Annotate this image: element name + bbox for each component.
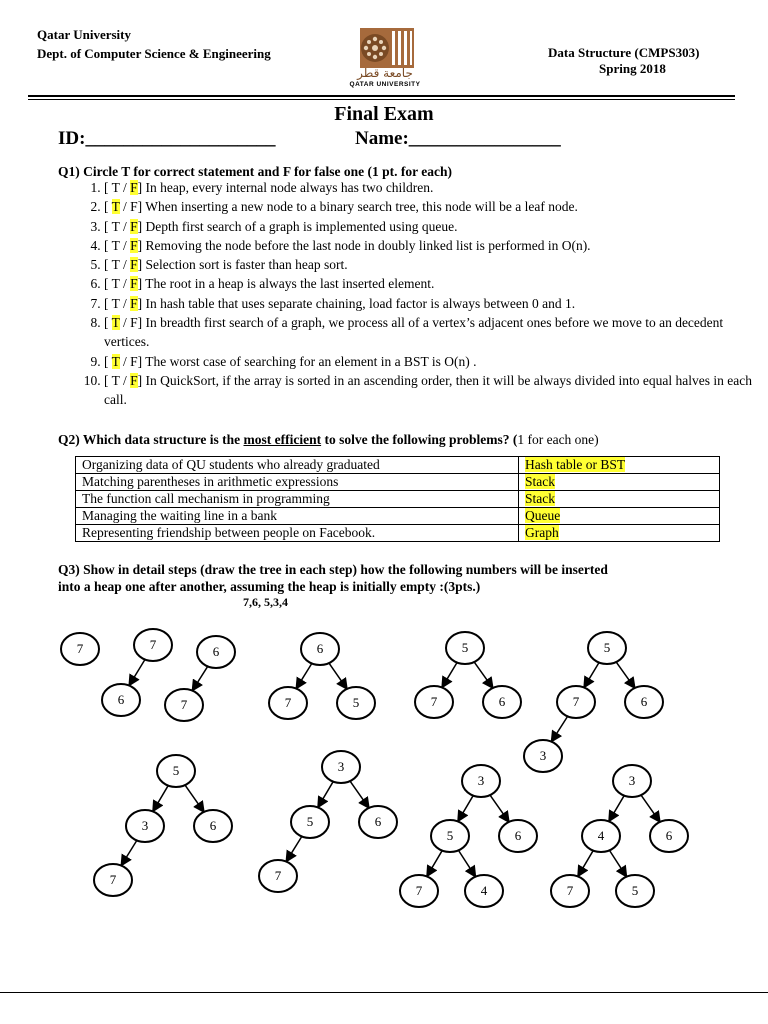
answer-mark[interactable]: F — [130, 372, 138, 388]
header-rule-thin — [28, 99, 735, 100]
heap-node-label: 6 — [117, 692, 125, 707]
heap-step-7 — [94, 755, 232, 896]
heap-node-label: 7 — [284, 695, 292, 710]
heap-node-label: 7 — [566, 883, 574, 898]
heap-node — [157, 755, 195, 787]
table-row — [76, 525, 720, 542]
heap-node — [165, 689, 203, 721]
q1-item: 3. [ T / F] Depth first search of a graph is implemented using queue. — [104, 217, 764, 236]
tree-edge-arrow — [286, 836, 302, 862]
q1-item: 10. [ T / F] In QuickSort, if the array is sorted in an ascending order, then it will be always divided into equal halves in each call. — [104, 371, 764, 410]
heap-node-label: 7 — [76, 641, 84, 656]
heap-node-label: 3 — [539, 748, 547, 763]
answer-cell[interactable]: Stack — [519, 474, 720, 491]
tree-edge-arrow — [474, 661, 493, 688]
heap-node-label: 7 — [415, 883, 423, 898]
heap-node — [499, 820, 537, 852]
heap-node-label: 5 — [352, 695, 360, 710]
heap-node-label: 7 — [180, 697, 188, 712]
tree-edge-arrow — [296, 663, 312, 689]
heap-node — [431, 820, 469, 852]
heap-node-label: 4 — [597, 828, 605, 843]
department-name: Dept. of Computer Science & Engineering — [37, 46, 271, 61]
logo-english-text: QATAR UNIVERSITY — [349, 81, 421, 88]
answer-cell[interactable]: Stack — [519, 491, 720, 508]
answer-mark[interactable]: F — [130, 257, 138, 273]
q3-title: Q3) Show in detail steps (draw the tree in each step) how the following numbers will be inserted — [58, 562, 608, 577]
heap-node — [337, 687, 375, 719]
problem-cell: Managing the waiting line in a bank — [76, 508, 519, 525]
heap-node — [194, 810, 232, 842]
tree-edge-arrow — [458, 795, 474, 821]
table-row — [76, 508, 720, 525]
answer-mark[interactable]: T — [111, 353, 120, 369]
heap-node-label: 5 — [461, 640, 469, 655]
heap-node-label: 6 — [316, 641, 324, 656]
heap-trees-drawing — [0, 605, 768, 925]
heap-node — [400, 875, 438, 907]
tree-edge-arrow — [192, 666, 208, 691]
tree-edge-arrow — [616, 661, 635, 688]
heap-node — [557, 686, 595, 718]
heap-node — [102, 684, 140, 716]
heap-node — [259, 860, 297, 892]
tree-edge-arrow — [318, 781, 334, 807]
tree-edge-arrow — [328, 662, 347, 689]
heap-step-6 — [524, 632, 663, 772]
heap-step-10 — [551, 765, 688, 907]
tree-edge-arrow — [442, 662, 457, 688]
tree-edge-arrow — [609, 850, 627, 877]
heap-step-9 — [400, 765, 537, 907]
answer-mark[interactable]: F — [130, 237, 138, 253]
heap-node — [126, 810, 164, 842]
q1-item: 4. [ T / F] Removing the node before the last node in doubly linked list is performed in O(n). — [104, 236, 764, 255]
answer-cell[interactable]: Hash table or BST — [519, 457, 720, 474]
tree-edge-arrow — [458, 850, 476, 877]
table-row — [76, 474, 720, 491]
logo-arabic-text: جامعة قطر — [357, 66, 413, 80]
heap-node-label: 5 — [306, 814, 314, 829]
tree-edge-arrow — [609, 795, 625, 821]
heap-node — [625, 686, 663, 718]
q1-list — [56, 178, 764, 410]
tree-edge-arrow — [349, 780, 369, 808]
heap-node-label: 6 — [640, 694, 648, 709]
tree-edge-arrow — [489, 794, 509, 822]
q3-title-line2: into a heap one after another, assuming the heap is initially empty :(3pts.) — [58, 579, 481, 594]
tree-edge-arrow — [184, 784, 204, 812]
heap-node — [616, 875, 654, 907]
header-rule-thick — [28, 95, 735, 97]
heap-node — [359, 806, 397, 838]
answer-mark[interactable]: F — [130, 295, 138, 311]
answer-cell[interactable]: Graph — [519, 525, 720, 542]
heap-node-label: 6 — [209, 818, 217, 833]
heap-node-label: 7 — [274, 868, 282, 883]
heap-node-label: 6 — [374, 814, 382, 829]
heap-node — [446, 632, 484, 664]
problem-cell: Organizing data of QU students who already graduated — [76, 457, 519, 474]
course-name: Data Structure (CMPS303) — [548, 45, 700, 60]
heap-step-2 — [102, 629, 172, 716]
answer-mark[interactable]: T — [111, 315, 120, 331]
q2-table — [75, 456, 720, 542]
heap-node — [415, 686, 453, 718]
heap-node-label: 5 — [631, 883, 639, 898]
tree-edge-arrow — [427, 850, 443, 876]
q1-item: 1. [ T / F] In heap, every internal node always has two children. — [104, 178, 764, 197]
problem-cell: The function call mechanism in programming — [76, 491, 519, 508]
heap-node-label: 3 — [477, 773, 485, 788]
heap-node — [613, 765, 651, 797]
tree-edge-arrow — [129, 659, 145, 686]
table-row — [76, 491, 720, 508]
heap-node — [462, 765, 500, 797]
q3-numbers: 7,6, 5,3,4 — [243, 595, 288, 609]
tree-edge-arrow — [551, 716, 568, 742]
heap-step-1 — [61, 633, 99, 665]
heap-node — [269, 687, 307, 719]
footer-rule — [0, 992, 768, 993]
heap-node — [94, 864, 132, 896]
heap-node-label: 4 — [480, 883, 488, 898]
heap-node-label: 7 — [109, 872, 117, 887]
answer-mark[interactable]: F — [130, 180, 138, 195]
tree-edge-arrow — [121, 840, 137, 866]
problem-cell: Matching parentheses in arithmetic expressions — [76, 474, 519, 491]
heap-node-label: 7 — [572, 694, 580, 709]
heap-node — [650, 820, 688, 852]
heap-step-3 — [165, 636, 235, 721]
heap-node — [301, 633, 339, 665]
heap-node — [483, 686, 521, 718]
heap-node — [61, 633, 99, 665]
heap-node — [588, 632, 626, 664]
heap-node — [291, 806, 329, 838]
tree-edge-arrow — [640, 794, 660, 822]
q1-item: 9. [ T / F] The worst case of searching for an element in a BST is O(n) . — [104, 352, 764, 371]
heap-step-4 — [269, 633, 375, 719]
heap-node — [524, 740, 562, 772]
heap-node-label: 7 — [430, 694, 438, 709]
heap-node-label: 6 — [498, 694, 506, 709]
term: Spring 2018 — [599, 61, 666, 76]
heap-node-label: 3 — [141, 818, 149, 833]
heap-node — [551, 875, 589, 907]
heap-node-label: 7 — [149, 637, 157, 652]
q1-title: Q1) Circle T for correct statement and F for false one (1 pt. for each) — [58, 164, 453, 179]
q1-item: 7. [ T / F] In hash table that uses separate chaining, load factor is always between 0 and 1. — [104, 294, 764, 313]
heap-node — [197, 636, 235, 668]
q1-item: 2. [ T / F] When inserting a new node to a binary search tree, this node will be a leaf node. — [104, 197, 764, 216]
heap-node-label: 6 — [514, 828, 522, 843]
tree-edge-arrow — [578, 850, 594, 876]
q2-title: Q2) Which data structure is the most efficient to solve the following problems? (1 for each one) — [58, 432, 599, 447]
problem-cell: Representing friendship between people on Facebook. — [76, 525, 519, 542]
id-field[interactable]: ID:____________________ — [58, 128, 276, 149]
heap-node — [134, 629, 172, 661]
exam-title: Final Exam — [334, 103, 434, 125]
heap-node-label: 6 — [665, 828, 673, 843]
heap-node-label: 3 — [337, 759, 345, 774]
answer-cell[interactable]: Queue — [519, 508, 720, 525]
q1-item: 5. [ T / F] Selection sort is faster than heap sort. — [104, 255, 764, 274]
heap-node-label: 5 — [446, 828, 454, 843]
heap-node — [322, 751, 360, 783]
answer-mark[interactable]: F — [130, 218, 138, 234]
name-field[interactable]: Name:________________ — [355, 128, 561, 149]
answer-mark[interactable]: T — [111, 199, 120, 215]
q1-item: 8. [ T / F] In breadth first search of a graph, we process all of a vertex’s adjacent ones before we move to an decedent vertices. — [104, 313, 764, 352]
university-name: Qatar University — [37, 27, 131, 42]
tree-edge-arrow — [584, 662, 599, 688]
heap-node-label: 6 — [212, 644, 220, 659]
qatar-university-logo — [340, 26, 430, 92]
heap-node — [582, 820, 620, 852]
tree-edge-arrow — [153, 785, 169, 811]
q1-item: 6. [ T / F] The root in a heap is always the last inserted element. — [104, 274, 764, 293]
heap-node-label: 5 — [172, 763, 180, 778]
heap-step-5 — [415, 632, 521, 718]
heap-node-label: 5 — [603, 640, 611, 655]
table-row — [76, 457, 720, 474]
heap-node-label: 3 — [628, 773, 636, 788]
heap-node — [465, 875, 503, 907]
answer-mark[interactable]: F — [130, 276, 138, 292]
heap-step-8 — [259, 751, 397, 892]
